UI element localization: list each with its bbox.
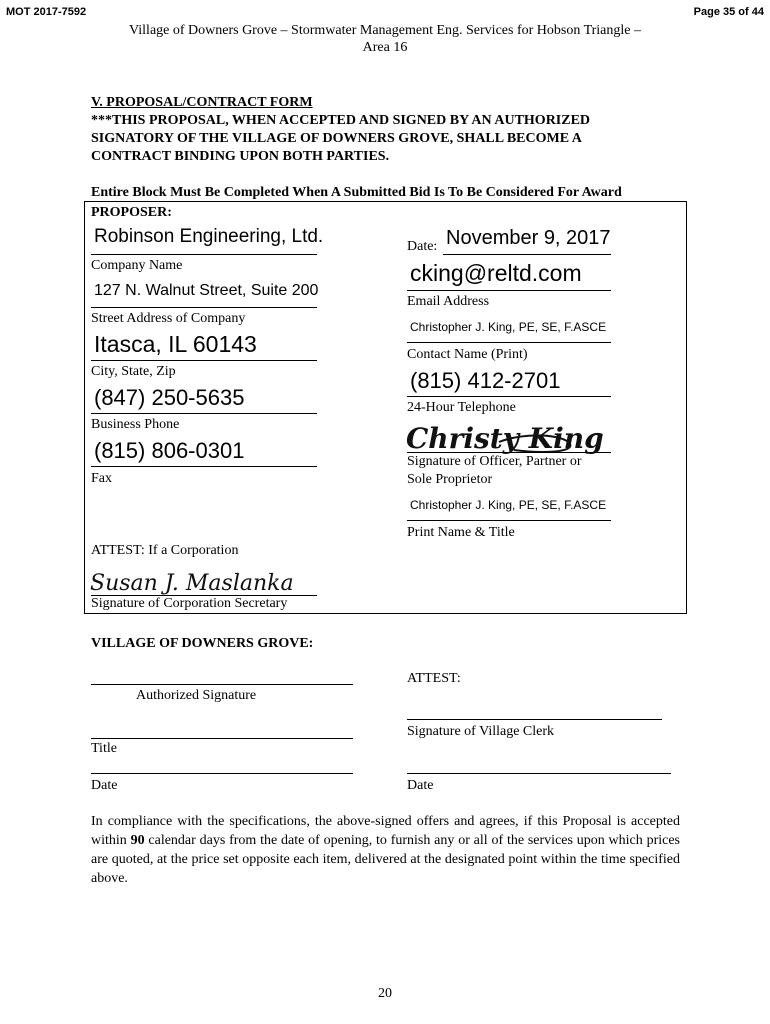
compliance-text-start: In compliance with the specifications, the above-signed offers and agrees, if this Proposal is accepted within [91,814,680,848]
business-phone-value: (847) 250-5635 [94,385,245,410]
contact-name-line [407,342,611,343]
city-state-zip-line [91,360,317,361]
street-label: Street Address of Company [91,311,246,326]
city-state-zip-label: City, State, Zip [91,364,176,379]
fax-line [91,466,317,467]
fax-label: Fax [91,471,112,486]
company-name-value: Robinson Engineering, Ltd. [94,226,324,247]
print-name-value: Christopher J. King, PE, SE, F.ASCE [410,498,607,512]
date-left-label: Date [91,778,118,793]
phone-24h-line [407,396,611,397]
notice-line-1: ***THIS PROPOSAL, WHEN ACCEPTED AND SIGNED BY AN AUTHORIZED [91,113,591,128]
email-line [407,290,611,291]
email-label: Email Address [407,294,490,309]
print-name-label: Print Name & Title [407,525,515,540]
authorized-signature-label: Authorized Signature [136,688,257,703]
email-value: cking@reltd.com [410,260,582,286]
attest-corporation-label: ATTEST: If a Corporation [91,543,239,558]
phone-24h-value: (815) 412-2701 [410,368,561,393]
date-line [443,254,611,255]
date-left-line [91,773,353,774]
business-phone-label: Business Phone [91,417,180,432]
date-right-line [407,773,671,774]
officer-signature-line [407,452,611,453]
title-line-2: Area 16 [362,40,408,55]
street-value: 127 N. Walnut Street, Suite 200 [94,282,319,299]
officer-signature-label-1: Signature of Officer, Partner or [407,454,582,469]
phone-24h-label: 24-Hour Telephone [407,400,516,415]
svg-text:Christy King: Christy King [406,422,604,455]
secretary-signature-label: Signature of Corporation Secretary [91,596,288,611]
fax-value: (815) 806-0301 [94,438,245,463]
clerk-signature-line [407,719,662,720]
compliance-days: 90 [130,833,145,848]
company-name-label: Company Name [91,258,183,273]
date-right-label: Date [407,778,434,793]
company-name-line [91,254,317,255]
notice-line-3: CONTRACT BINDING UPON BOTH PARTIES. [91,149,390,164]
village-heading: VILLAGE OF DOWNERS GROVE: [91,636,314,651]
contact-name-label: Contact Name (Print) [407,347,528,362]
title-line [91,738,353,739]
section-heading: V. PROPOSAL/CONTRACT FORM [91,95,313,110]
print-name-line [407,520,611,521]
svg-text:Susan J. Maslanka: Susan J. Maslanka [90,571,294,596]
compliance-paragraph [91,812,680,888]
document-title [60,22,710,56]
compliance-text-end: calendar days from the date of opening, to furnish any or all of the services upon which prices are quoted, at the price set opposite each item, delivered at the designated point within the time specified above. [91,833,681,886]
city-state-zip-value: Itasca, IL 60143 [94,331,257,357]
village-attest-label: ATTEST: [407,671,461,686]
street-line [91,307,317,308]
officer-signature-label-2: Sole Proprietor [407,472,493,487]
date-label: Date: [407,239,438,254]
page-label: Page 35 of 44 [693,6,764,18]
document-id: MOT 2017-7592 [6,6,87,18]
notice-line-2: SIGNATORY OF THE VILLAGE OF DOWNERS GROVE, SHALL BECOME A [91,131,582,146]
clerk-signature-label: Signature of Village Clerk [407,724,555,739]
title-label: Title [91,741,117,756]
date-value: November 9, 2017 [446,227,611,249]
authorized-signature-line [91,684,353,685]
business-phone-line [91,413,317,414]
page-number: 20 [378,986,392,1001]
proposer-label: PROPOSER: [91,205,172,220]
contact-name-value: Christopher J. King, PE, SE, F.ASCE [410,320,607,334]
instruction: Entire Block Must Be Completed When A Submitted Bid Is To Be Considered For Award [91,185,622,200]
title-line-1: Village of Downers Grove – Stormwater Management Eng. Services for Hobson Triangle – [129,23,641,38]
